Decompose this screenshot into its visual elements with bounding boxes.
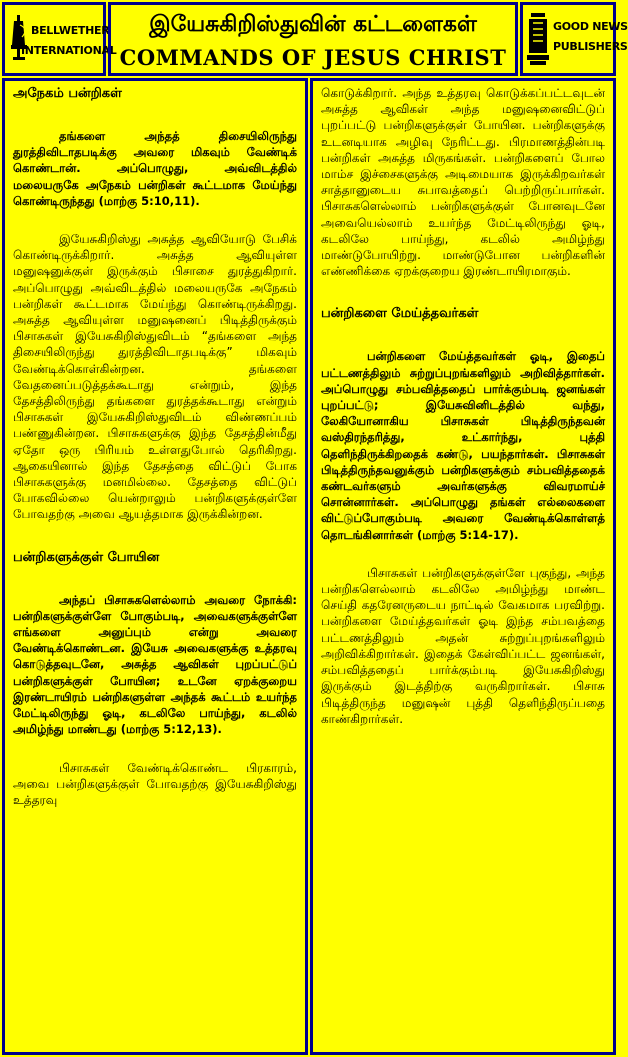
heading-many-pigs: அநேகம் பன்றிகள்	[13, 86, 122, 101]
left-logo-line1: BELLWETHER	[31, 24, 110, 37]
book-logo-icon	[527, 13, 549, 67]
title-english: COMMANDS OF JESUS CHRIST	[119, 45, 507, 70]
right-logo-line2: PUBLISHERS	[553, 40, 628, 53]
heading-herdsmen: பன்றிகளை மேய்த்தவர்கள்	[321, 306, 479, 322]
scripture-mark-5-12-13: அந்தப் பிசாசுகளெல்லாம் அவரை நோக்கி: பன்றிகளுக்குள்ளே போகும்படி, அவைகளுக்குள்ளே எங்களை அனுப்பும் என்று அவரை வேண்டிக்கொண்டன. இயேசு அவைகளுக்கு உத்தரவு கொடுத்தவுடனே, அசுத்த ஆவிகள் புறப்பட்டுப் பன்றிகளுக்குள் போயின; உடனே ஏறக்குறைய இரண்டாயிரம் பன்றிகளுள்ள அந்தக் கூட்டம் உயர்ந்த மேட்டிலிருந்து ஓடி, கடலிலே பாய்ந்து, கடலில் அமிழ்ந்து மாண்டது (மாற்கு 5:12,13).	[13, 592, 297, 737]
heading-into-pigs: பன்றிகளுக்குள் போயின	[13, 549, 160, 565]
right-logo-line1: GOOD NEWS	[553, 20, 628, 33]
scripture-mark-5-10-11: தங்களை அந்தத் திசையிலிருந்து துரத்திவிடாதபடிக்கு அவரை மிகவும் வேண்டிக் கொண்டான். அப்பொழுது, அவ்விடத்தில் மலையருகே அநேகம் பன்றிகள் கூட்டமாக மேய்ந்து கொண்டிருந்தது (மாற்கு 5:10,11).	[13, 129, 297, 208]
good-news-logo	[520, 2, 628, 76]
bellwether-logo	[2, 2, 117, 76]
header-title-box	[108, 2, 518, 76]
left-column	[2, 78, 308, 1055]
scripture-mark-5-14-17: பன்றிகளை மேய்த்தவர்கள் ஓடி, இதைப் பட்டணத்திலும் சுற்றுப்புறங்களிலும் அறிவித்தார்கள். அப்பொழுது சம்பவித்ததைப் பார்க்கும்படி ஜனங்கள் புறப்பட்டு; இயேசுவினிடத்தில் வந்து, லேகியோனாகிய பிசாசுகள் பிடித்திருந்தவன் வஸ்திரந்தரித்து, உட்கார்ந்து, புத்தி தெளிந்திருக்கிறதைக் கண்டு, பயந்தார்கள். பிசாசுகள் பிடித்திருந்தவனுக்கும் பன்றிகளுக்கும் சம்பவித்ததைக் கண்டவர்களும் அவர்களுக்கு விவரமாய்ச் சொன்னார்கள். அப்பொழுது தங்கள் எல்லைகளை விட்டுப்போகும்படி அவரை வேண்டிக்கொள்ளத் தொடங்கினார்கள் (மாற்கு 5:14-17).	[321, 349, 605, 542]
right-column	[310, 78, 616, 1055]
commentary-continuation: கொடுக்கிறார். அந்த உத்தரவு கொடுக்கப்பட்டவுடன் அசுத்த ஆவிகள் அந்த மனுஷனைவிட்டுப் புறப்பட்டு பன்றிகளுக்குள் போயின. பன்றிகளுக்கு உடனடியாக அழிவு நேரிட்டது. பிரமாணத்தின்படி பன்றிகள் அசுத்த மிருகங்கள். பன்றிகளைப் போல மாம்ச இச்சைகளுக்கு அடிமையாக இருக்கிறவர்கள் சாத்தானுடைய சுபாவத்தைப் பெற்றிருப்பார்கள். பிசாசுகளெல்லாம் பன்றிகளுக்குள் போனவுடனே அவையெல்லாம் உயர்ந்த மேட்டிலிருந்து ஓடி, கடலிலே பாய்ந்து, கடலில் அமிழ்ந்து மாண்டுபோயிற்று. மாண்டுபோன பன்றிகளின் எண்ணிக்கை ஏறக்குறைய இரண்டாயிரமாகும்.	[321, 86, 605, 279]
left-logo-line2: INTERNATIONAL	[21, 44, 117, 57]
commentary-paragraph-continued: பிசாசுகள் வேண்டிக்கொண்ட பிரகாரம், அவை பன்றிகளுக்குள் போவதற்கு இயேசுகிறிஸ்து உத்தரவு	[13, 760, 297, 807]
title-tamil: இயேசுகிறிஸ்துவின் கட்டளைகள்	[149, 12, 477, 37]
commentary-paragraph: இயேசுகிறிஸ்து அசுத்த ஆவியோடு பேசிக் கொண்டிருக்கிறார். அசுத்த ஆவியுள்ள மனுஷனுக்குள் இருக்கும் பிசாசை துரத்துகிறார். அப்பொழுது அவ்விடத்தில் மலையருகே அநேகம் பன்றிகள் கூட்டமாக மேய்ந்து கொண்டிருக்கிறது. அசுத்த ஆவியுள்ள மனுஷனைப் பிடித்திருக்கும் பிசாசுகள் இயேசுகிறிஸ்துவிடம் “தங்களை அந்த திசையிலிருந்து துரத்திவிடாதபடிக்கு” மிகவும் வேண்டிக்கொள்கின்றன. தங்களை வேதனைப்படுத்தக்கூடாது என்றும், இந்த தேசத்திலிருந்து தங்களை துரத்தக்கூடாது என்றும் பிசாசுகள் இயேசுகிறிஸ்துவிடம் விண்ணப்பம் பண்ணுகின்றன. பிசாசுகளுக்கு இந்த தேசத்தின்மீது ஏதோ ஒரு பிரியம் உள்ளதுபோல் தெரிகிறது. ஆகையினால் இந்த தேசத்தை விட்டுப் போக பிசாசுகளுக்கு மனமில்லை. தேசத்தை விட்டுப் போகவில்லை யென்றாலும் பன்றிகளுக்குள்ளே போவதற்கு அவை ஆயத்தமாக இருக்கின்றன.	[13, 232, 297, 522]
commentary-news-spread: பிசாசுகள் பன்றிகளுக்குள்ளே புகுந்து, அந்த பன்றிகளெல்லாம் கடலிலே அமிழ்ந்து மாண்ட செய்தி கதரேனருடைய நாட்டில் வேகமாக பரவிற்று. பன்றிகளை மேய்த்தவர்கள் ஓடி இந்த சம்பவத்தை பட்டணத்திலும் அதன் சுற்றுப்புறங்களிலும் அறிவிக்கிறார்கள். இதைக் கேள்விப்பட்ட ஜனங்கள், சம்பவித்ததைப் பார்க்கும்படி இயேசுகிறிஸ்து இருக்கும் இடத்திற்கு வருகிறார்கள். பிசாசு பிடித்திருந்த மனுஷன் புத்தி தெளிந்திருப்பதை காண்கிறார்கள்.	[321, 565, 605, 726]
